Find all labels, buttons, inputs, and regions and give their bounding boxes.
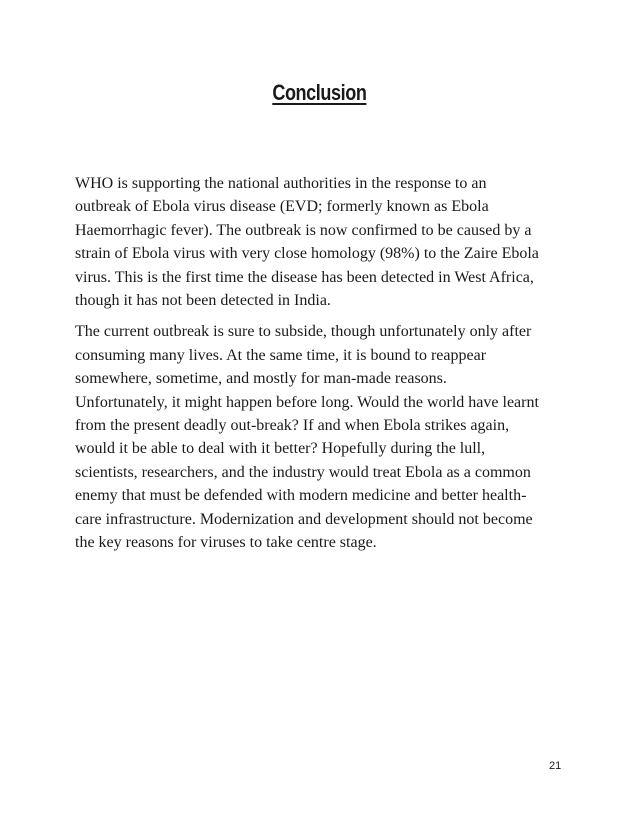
text-line: consuming many lives. At the same time, it is bound to reappear — [75, 346, 487, 364]
text-line: somewhere, sometime, and mostly for man-made reasons. — [75, 370, 447, 388]
text-line: though it has not been detected in India. — [75, 292, 331, 310]
text-line: scientists, researchers, and the industry would treat Ebola as a common — [75, 463, 531, 481]
text-line: would it be able to deal with it better? Hopefully during the lull, — [75, 440, 486, 458]
text-line: virus. This is the first time the disease has been detected in West Africa, — [75, 268, 534, 286]
text-line: from the present deadly out-break? If and when Ebola strikes again, — [75, 417, 510, 435]
paragraph-2 — [75, 320, 575, 554]
title-text: Conclusion — [271, 80, 367, 105]
text-line: The current outbreak is sure to subside, though unfortunately only after — [75, 323, 532, 341]
page-title — [0, 80, 638, 106]
text-line: Haemorrhagic fever). The outbreak is now confirmed to be caused by a — [75, 221, 532, 239]
text-line: care infrastructure. Modernization and development should not become — [75, 510, 533, 528]
text-line: the key reasons for viruses to take centre stage. — [75, 534, 377, 552]
text-line: WHO is supporting the national authorities in the response to an — [75, 175, 487, 192]
text-line: Unfortunately, it might happen before long. Would the world have learnt — [75, 393, 539, 411]
text-line: enemy that must be defended with modern medicine and better health- — [75, 487, 527, 505]
text-line: strain of Ebola virus with very close homology (98%) to the Zaire Ebola — [75, 245, 539, 263]
paragraph-1 — [75, 172, 575, 312]
body-text — [75, 172, 575, 563]
text-line: outbreak of Ebola virus disease (EVD; formerly known as Ebola — [75, 198, 489, 216]
page-number: 21 — [549, 760, 562, 772]
